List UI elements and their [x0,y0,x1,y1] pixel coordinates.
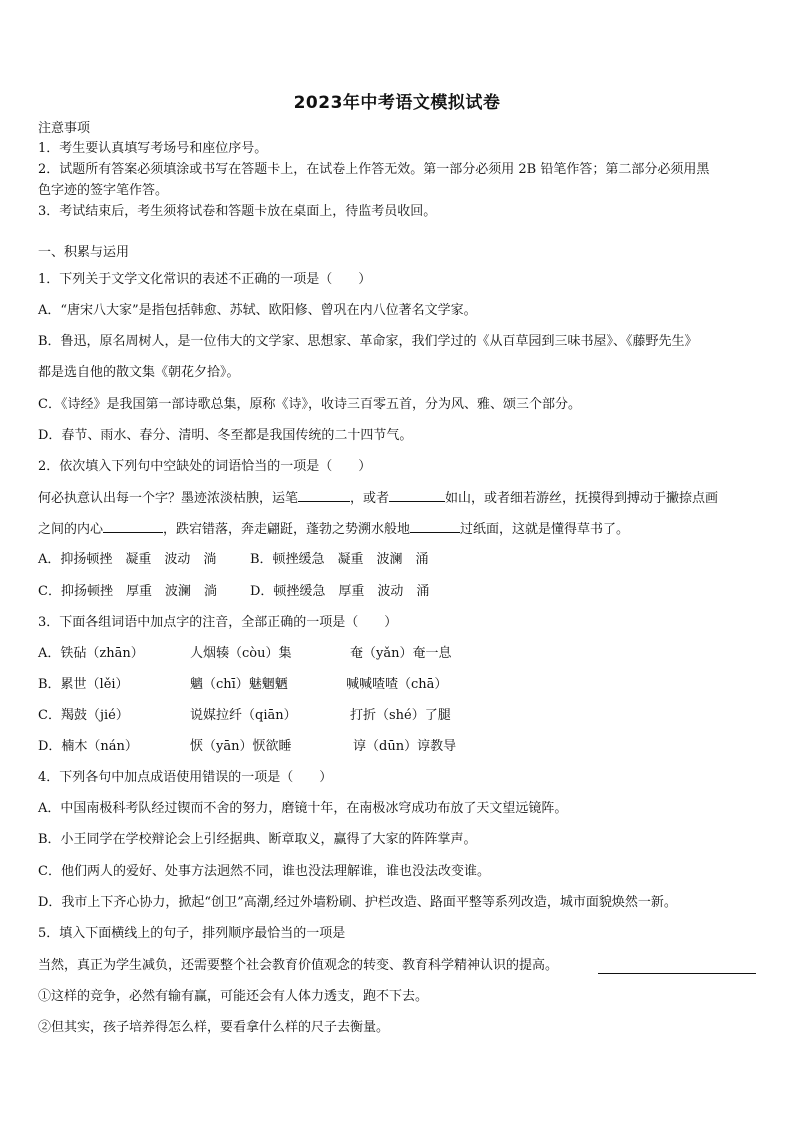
q3-c-col3: 打折（shé）了腿 [350,708,451,723]
q3-c-col2: 说媒拉纤（qiān） [190,708,297,723]
q3-b-col1: B．累世（lěi） [38,677,129,692]
exam-title: 2023年中考语文模拟试卷 [293,93,501,113]
answer-blank [598,972,756,974]
q1-option-a: A．“唐宋八大家”是指包括韩愈、苏轼、欧阳修、曾巩在内八位著名文学家。 [38,303,477,318]
q2-passage-line-1 [38,489,758,508]
q5-stem: 5．填入下面横线上的句子，排列顺序最恰当的一项是 [38,926,346,941]
q4-stem: 4．下列各句中加点成语使用错误的一项是（ ） [38,770,333,785]
q1-option-b-cont: 都是选自他的散文集《朝花夕拾》。 [38,365,240,380]
q4-option-a: A．中国南极科考队经过锲而不舍的努力，磨镜十年，在南极冰穹成功布放了天文望远镜阵。 [38,801,568,816]
q5-sentence-2: ②但其实，孩子培养得怎么样，要看拿什么样的尺子去衡量。 [38,1020,390,1035]
q2-stem: 2．依次填入下列句中空缺处的词语恰当的一项是（ ） [38,459,372,474]
notice-heading: 注意事项 [38,121,91,136]
section-heading: 一、积累与运用 [38,245,130,260]
notice-item-3: 3．考试结束后，考生须将试卷和答题卡放在桌面上，待监考员收回。 [38,204,437,219]
q1-option-d: D．春节、雨水、春分、清明、冬至都是我国传统的二十四节气。 [38,428,413,443]
notice-item-2-cont: 色字迹的签字笔作答。 [38,183,169,198]
q2-passage-line-2 [38,520,758,539]
q1-option-b: B．鲁迅，原名周树人，是一位伟大的文学家、思想家、革命家，我们学过的《从百草园到三味书屋》、《藤野先生》 [38,334,698,349]
q2-passage-text: 过纸面，这就是懂得草书了。 [460,522,630,537]
q2-option-c: C．抑扬顿挫 厚重 波澜 淌 [38,584,217,599]
q3-d-col1: D．楠木（nán） [38,739,138,754]
q2-option-d: D．顿挫缓急 厚重 波动 涌 [250,584,430,599]
q2-passage-text: 如山，或者细若游丝，抚摸得到搏动于撇捺点画 [445,491,719,506]
answer-blank [410,520,460,533]
q3-c-col1: C．羯鼓（jié） [38,708,129,723]
q5-sentence-1: ①这样的竞争，必然有输有赢，可能还会有人体力透支，跑不下去。 [38,989,429,1004]
q3-d-col3: 谆（dūn）谆教导 [353,739,457,754]
answer-blank [103,520,163,533]
q2-passage-text: 之间的内心 [38,522,104,537]
q3-b-col3: 喊喊喳喳（chā） [346,677,448,692]
q3-stem: 3．下面各组词语中加点字的注音，全部正确的一项是（ ） [38,615,398,630]
q3-a-col3: 奄（yǎn）奄一息 [350,646,452,661]
q1-stem: 1．下列关于文学文化常识的表述不正确的一项是（ ） [38,272,372,287]
q4-option-c: C．他们两人的爱好、处事方法迥然不同，谁也没法理解谁，谁也没法改变谁。 [38,864,490,879]
notice-item-2: 2．试题所有答案必须填涂或书写在答题卡上，在试卷上作答无效。第一部分必须用 2B 铅笔作答；第二部分必须用黑 [38,162,710,177]
q4-option-b: B．小王同学在学校辩论会上引经据典、断章取义，赢得了大家的阵阵掌声。 [38,832,477,847]
q2-passage-text: ，跌宕错落，奔走翩跹，蓬勃之势溯水般地 [163,522,411,537]
q2-option-a: A．抑扬顿挫 凝重 波动 淌 [38,552,217,567]
q4-option-d: D．我市上下齐心协力，掀起“创卫”高潮,经过外墙粉刷、护栏改造、路面平整等系列改造，城市面貌焕然一新。 [38,895,677,910]
answer-blank [298,489,350,502]
q3-a-col1: A．铁砧（zhān） [38,646,144,661]
q3-a-col2: 人烟辏（còu）集 [190,646,292,661]
answer-blank [389,489,445,502]
q1-option-c: C．《诗经》是我国第一部诗歌总集，原称《诗》，收诗三百零五首，分为风、雅、颂三个部分。 [38,397,581,412]
q2-passage-text: 何必执意认出每一个字？墨迹浓淡枯腴，运笔 [38,491,299,506]
q3-b-col2: 魑（chī）魅魍魉 [190,677,288,692]
q2-passage-text: ，或者 [350,491,390,506]
notice-item-1: 1．考生要认真填写考场号和座位序号。 [38,141,268,156]
q2-option-b: B．顿挫缓急 凝重 波澜 涌 [250,552,429,567]
q5-lead: 当然，真正为学生减负，还需要整个社会教育价值观念的转变、教育科学精神认识的提高。 [38,958,559,973]
q3-d-col2: 恹（yān）恹欲睡 [190,739,292,754]
